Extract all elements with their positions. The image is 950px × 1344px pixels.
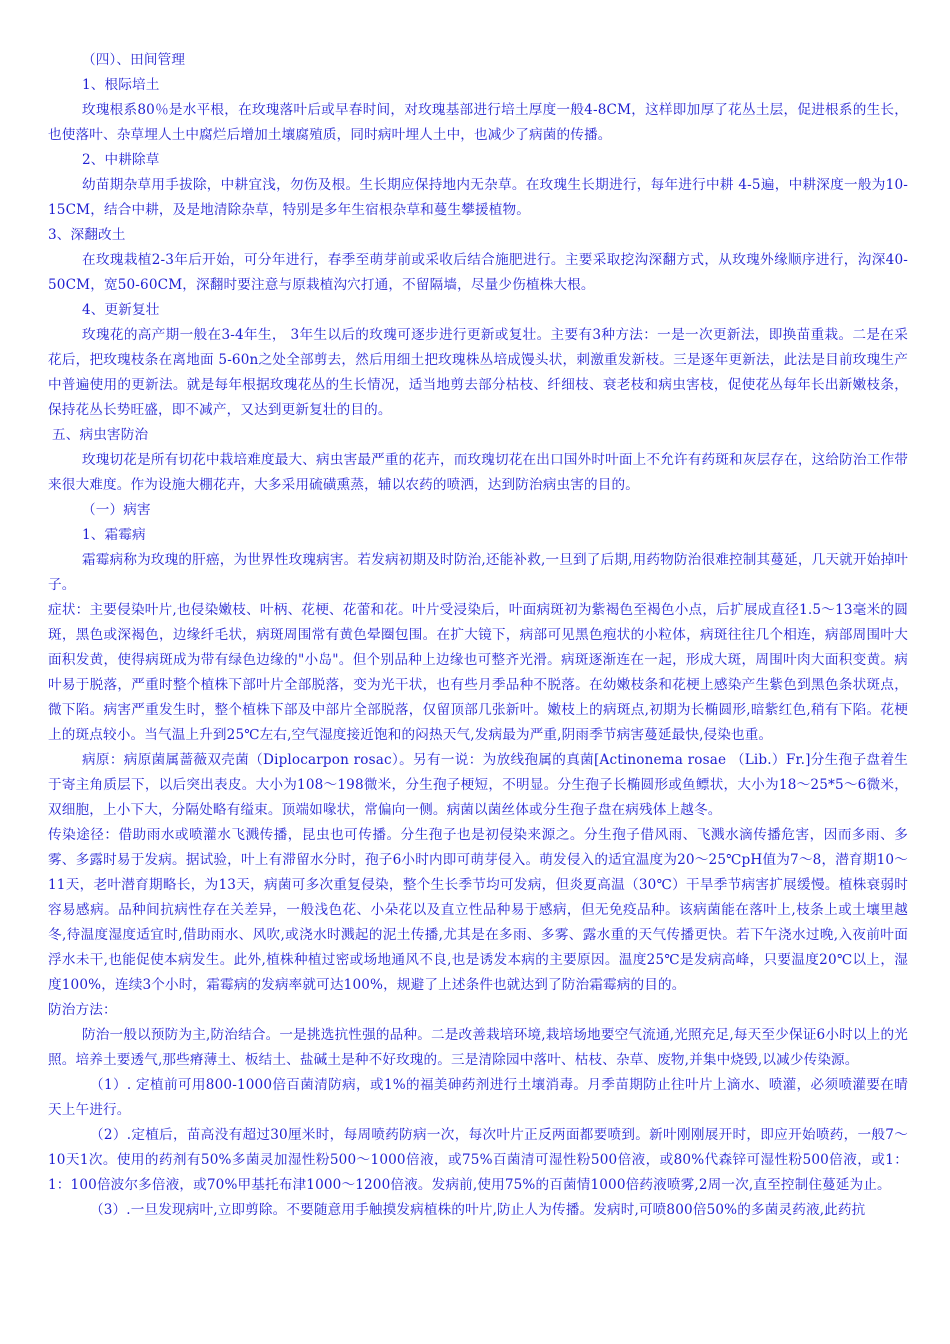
paragraph: 防治方法： (48, 1002, 117, 1018)
paragraph: 玫瑰切花是所有切花中栽培难度最大、病虫害最严重的花卉，而玫瑰切花在出口国外时叶面上不允许有药斑和灰层存在，这给防治工作带来很大难度。作为设施大棚花卉，大多采用硫磺熏蒸，辅以农药的喷洒，达到防治病虫害的目的。 (48, 452, 908, 493)
paragraph: 霜霉病称为玫瑰的肝癌，为世界性玫瑰病害。若发病初期及时防治,还能补救,一旦到了后期,用药物防治很难控制其蔓延，几天就开始掉叶子。 (48, 552, 908, 593)
subsection-heading: 3、深翻改土 (48, 227, 126, 243)
subsection-heading: 1、霜霉病 (82, 527, 146, 543)
paragraph: 幼苗期杂草用手拔除，中耕宜浅，勿伤及根。生长期应保持地内无杂草。在玫瑰生长期进行，每年进行中耕 4-5遍，中耕深度一般为10-15CM，结合中耕，及是地清除杂草，特别是多年生宿根杂草和蔓生攀援植物。 (48, 177, 908, 218)
paragraph: 在玫瑰栽植2-3年后开始，可分年进行，春季至萌芽前或采收后结合施肥进行。主要采取挖沟深翻方式，从玫瑰外缘顺序进行，沟深40-50CM，宽50-60CM，深翻时要注意与原栽植沟穴打通，不留隔墙，尽量少伤植株大根。 (48, 252, 908, 293)
list-item: （3）.一旦发现病叶,立即剪除。不要随意用手触摸发病植株的叶片,防止人为传播。发病时,可喷800倍50%的多菌灵药液,此药抗 (90, 1202, 866, 1218)
paragraph: 防治一般以预防为主,防治结合。一是挑选抗性强的品种。二是改善栽培环境,栽培场地要空气流通,光照充足,每天至少保证6小时以上的光照。培养土要透气,那些瘠薄土、板结土、盐碱土是种不好玫瑰的。三是清除园中落叶、枯枝、杂草、废物,并集中烧毁,以减少传染源。 (48, 1027, 908, 1068)
paragraph: 病原：病原菌属蔷薇双壳菌（Diplocarpon rosac）。另有一说：为放线孢属的真菌[Actinonema rosae （Lib.）Fr.]分生孢子盘着生于寄主角质层下，以后突出表皮。大小为108～198微米，分生孢子梗短，不明显。分生孢子长椭圆形或鱼鳔状，大小为18～25*5～6微米，双细胞，上小下大，分隔处略有缢束。顶端如喙状，常偏向一侧。病菌以菌丝体或分生孢子盘在病残体上越冬。 (48, 752, 908, 818)
section-heading: 五、病虫害防治 (52, 427, 149, 443)
subsection-heading: 4、更新复壮 (82, 302, 160, 318)
paragraph: 玫瑰花的高产期一般在3-4年生， 3年生以后的玫瑰可逐步进行更新或复壮。主要有3种方法：一是一次更新法，即换苗重栽。二是在采花后，把玫瑰枝条在离地面 5-60n之处全部剪去，然后用细土把玫瑰株丛培成馒头状，刺激重发新枝。三是逐年更新法，此法是目前玫瑰生产中普遍使用的更新法。就是每年根据玫瑰花丛的生长情况，适当地剪去部分枯枝、纤细枝、衰老枝和病虫害枝，促使花丛每年长出新嫩枝条，保持花丛长势旺盛，即不减产，又达到更新复壮的目的。 (48, 327, 908, 418)
list-item: （2）.定植后，苗高没有超过30厘米时，每周喷药防病一次，每次叶片正反两面都要喷到。新叶刚刚展开时，即应开始喷药，一般7～10天1次。使用的药剂有50%多菌灵加湿性粉500～1000倍液，或75%百菌清可湿性粉500倍液，或80%代森锌可湿性粉500倍液，或1：1：100倍波尔多倍液，或70%甲基托布津1000～1200倍液。发病前,使用75%的百菌情1000倍药液喷雾,2周一次,直至控制住蔓延为止。 (48, 1127, 908, 1193)
list-item: （1）. 定植前可用800-1000倍百菌清防病，或1%的福美砷药剂进行土壤消毒。月季苗期防止往叶片上滴水、喷灌，必须喷灌要在晴天上午进行。 (48, 1077, 908, 1118)
paragraph: 玫瑰根系80％是水平根，在玫瑰落叶后或早春时间，对玫瑰基部进行培土厚度一般4-8CM，这样即加厚了花丛土层，促进根系的生长，也使落叶、杂草埋人土中腐烂后增加土壤腐殖质，同时病叶埋人土中，也减少了病菌的传播。 (48, 102, 908, 143)
section-heading: （四）、田间管理 (82, 52, 186, 68)
paragraph: 传染途径：借助雨水或喷灌水飞溅传播，昆虫也可传播。分生孢子也是初侵染来源之。分生孢子借风雨、飞溅水滴传播危害，因而多雨、多雾、多露时易于发病。据试验，叶上有滞留水分时，孢子6小时内即可萌芽侵入。萌发侵入的适宜温度为20～25℃pH值为7～8，潜育期10～11天，老叶潜育期略长，为13天，病菌可多次重复侵染，整个生长季节均可发病，但炎夏高温（30℃）干旱季节病害扩展缓慢。植株衰弱时容易感病。品种间抗病性存在关差异，一般浅色花、小朵花以及直立性品种易于感病，但无免疫品种。该病菌能在落叶上,枝条上或土壤里越冬,待温度湿度适宜时,借助雨水、风吹,或浇水时溅起的泥土传播,尤其是在多雨、多雾、露水重的天气传播更快。若下午浇水过晚,入夜前叶面浮水未干,也能促使本病发生。此外,植株种植过密或场地通风不良,也是诱发本病的主要原因。温度25℃是发病高峰，只要温度20℃以上，湿度100%，连续3个小时，霜霉病的发病率就可达100%，规避了上述条件也就达到了防治霜霉病的目的。 (48, 827, 908, 993)
subsection-heading: （一）病害 (82, 502, 151, 518)
paragraph: 症状：主要侵染叶片,也侵染嫩枝、叶柄、花梗、花蕾和花。叶片受浸染后，叶面病斑初为紫褐色至褐色小点，后扩展成直径1.5～13毫米的圆斑，黑色或深褐色，边缘纤毛状，病斑周围常有黄色晕圈包围。在扩大镜下，病部可见黑色疱状的小粒体，病斑往往几个相连，病部周围叶大面积发黄，使得病斑成为带有绿色边缘的"小岛"。但个别品种上边缘也可整齐光滑。病斑逐渐连在一起，形成大斑，周围叶肉大面积变黄。病叶易于脱落，严重时整个植株下部叶片全部脱落，变为光干状，也有些月季品种不脱落。在幼嫩枝条和花梗上感染产生紫色到黑色条状斑点，微下陷。病害严重发生时，整个植株下部及中部片全部脱落，仅留顶部几张新叶。嫩枝上的病斑点,初期为长椭圆形,暗紫红色,稍有下陷。花梗上的斑点较小。当气温上升到25℃左右,空气湿度接近饱和的闷热天气,发病最为严重,阴雨季节病害蔓延最快,侵染也重。 (48, 602, 908, 743)
subsection-heading: 2、中耕除草 (82, 152, 160, 168)
document-body (48, 48, 908, 1223)
subsection-heading: 1、根际培土 (82, 77, 160, 93)
